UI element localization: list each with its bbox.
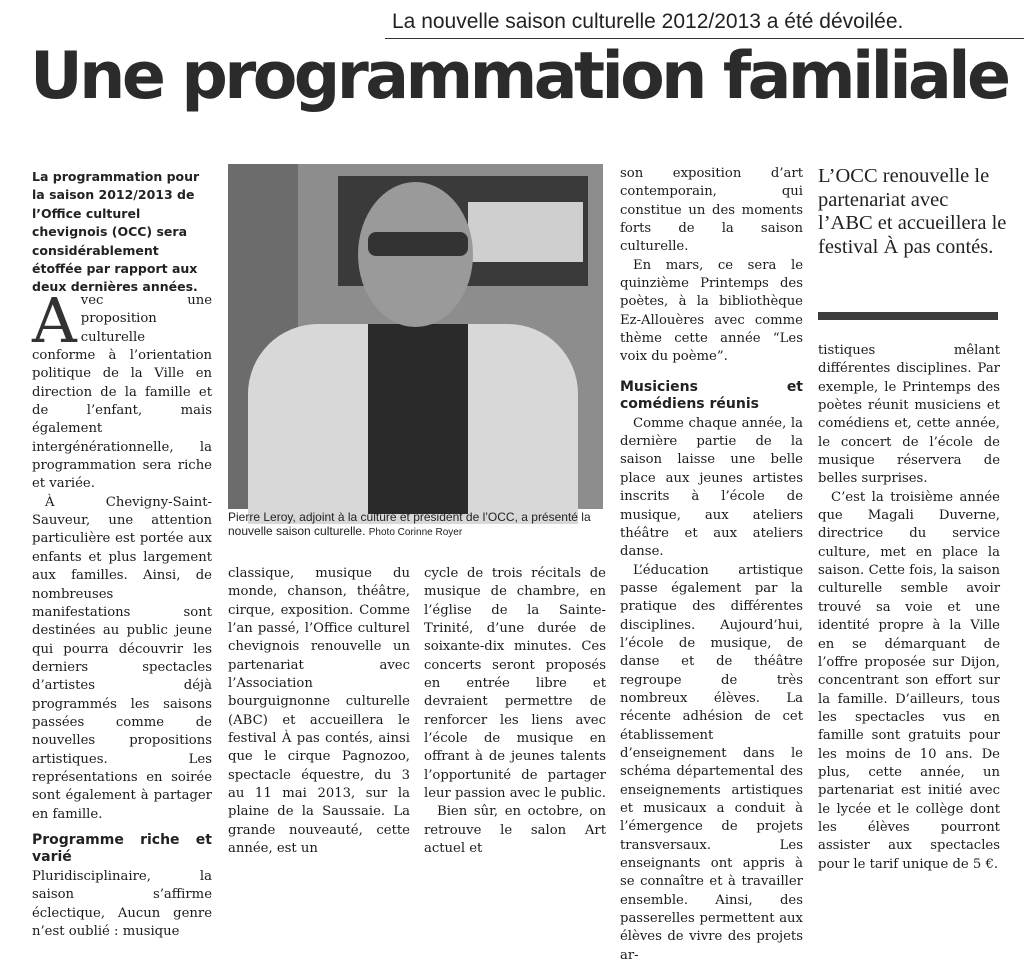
pull-quote-bar [818,312,998,320]
subheading: Musiciens et comédiens réunis [620,378,803,412]
lead-paragraph: La programmation pour la saison 2012/2013 de l’Office culturel chevignois (OCC) sera considérablement étoffée par rapport aux deux dernières années. [32,169,200,295]
pull-quote: L’OCC renouvelle le partenariat avec l’ABC et accueillera le festival À pas contés. [818,165,1007,258]
photo-shirt [368,324,468,514]
paragraph: classique, musique du monde, chanson, théâtre, cirque, exposition. Comme l’an passé, l’Office culturel chevignois renouvelle un partenariat avec l’Association bourguignonne culturelle (ABC) et accueillera le festival À pas contés, ainsi que le cirque Pagnozoo, spectacle équestre, du 3 au 11 mai 2013, sur la plaine de la Saussaie. La grande nouveauté, cette année, est un [228,566,410,857]
paragraph: En mars, ce sera le quinzième Printemps des poètes, à la bibliothèque Ez-Allouères avec comme thème cette année “Les voix du poème”. [620,257,803,365]
caption-text: Pierre Leroy, adjoint à la culture et président de l’OCC, a présenté la nouvelle saison culturelle. [228,510,591,538]
subheading: Programme riche et varié [32,831,212,865]
paragraph: cycle de trois récitals de musique de chambre, en l’église de la Sainte-Trinité, d’une durée de soixante-dix minutes. Ces concerts seront proposés en entrée libre et devraient permettre de renforcer les liens avec l’école de musique en offrant à de jeunes talents l’opportunité de partager leur passion avec le public. [424,566,606,802]
paragraph [32,284,212,494]
paragraph: Bien sûr, en octobre, on retrouve le salon Art actuel et [424,804,606,857]
column-2 [228,565,410,859]
column-3 [424,565,606,859]
paragraph: À Chevigny-Saint-Sauveur, une attention particulière est portée aux enfants et plus largement aux familles. Ainsi, de nombreuses manifestations sont destinées au public jeune qui pourra découvrir les derniers spectacles d’artistes déjà programmés les saisons passées comme de nouvelles propositions artistiques. Les représentations en soirée sont également à partager en famille. [32,494,212,822]
paragraph: tistiques mêlant différentes disciplines. Par exemple, le Printemps des poètes réunit musiciens et comédiens et, cette année, le concert de l’école de musique réservera de belles surprises. [818,343,1000,487]
paragraph: son exposition d’art contemporain, qui constitue un des moments forts de la saison culturelle. [620,166,803,255]
paragraph: L’éducation artistique passe également par la pratique des différentes disciplines. Aujourd’hui, l’école de musique, de danse et de théâtre regroupe de très nombreux élèves. La récente adhésion de cet établissement d’enseignement dans le schéma départemental des enseignements artistiques et musicaux a conduit à l’émergence de projets transversaux. Les enseignants ont appris à se connaître et à travailler ensemble. Ainsi, des passerelles permettent aux élèves de vivre des projets ar- [620,562,803,963]
paragraph: Comme chaque année, la dernière partie de la saison laisse une belle place aux jeunes artistes inscrits à l’école de musique, aux ateliers théâtre et aux ateliers danse. [620,415,803,560]
drop-cap: A [32,284,77,357]
paragraph: C’est la troisième année que Magali Duverne, directrice du service culture, met en place la saison. Cette fois, la saison culturelle semble avoir trouvé sa voie et une identité propre à la Ville en se démarquant de l’offre proposée sur Dijon, concentrant son effort sur la famille. D’ailleurs, tous les spectacles vus en famille sont gratuits pour les moins de 10 ans. De plus, cette année, un partenariat est initié avec le lycée et le collège dont les élèves pourront assister aux spectacles pour le tarif unique de 5 €. [818,489,1000,872]
portrait-photo [228,164,603,509]
photo-glasses [368,232,468,256]
photo-poster [468,202,583,262]
photo-credit: Photo Corinne Royer [368,527,463,538]
headline: Une programmation familiale [30,39,1008,114]
column-5 [818,342,1000,874]
paragraph-text: vec une proposition culturelle conforme à l’orientation politique de la Ville en direction de la famille et de l’enfant, mais également intergénérationnelle, la programmation sera riche et variée. [32,293,212,492]
column-4 [620,165,803,965]
photo-caption [228,510,603,540]
column-1 [32,284,212,941]
kicker: La nouvelle saison culturelle 2012/2013 a été dévoilée. [392,10,904,33]
paragraph: Pluridisciplinaire, la saison s’affirme éclectique, Aucun genre n’est oublié : musique [32,868,212,939]
